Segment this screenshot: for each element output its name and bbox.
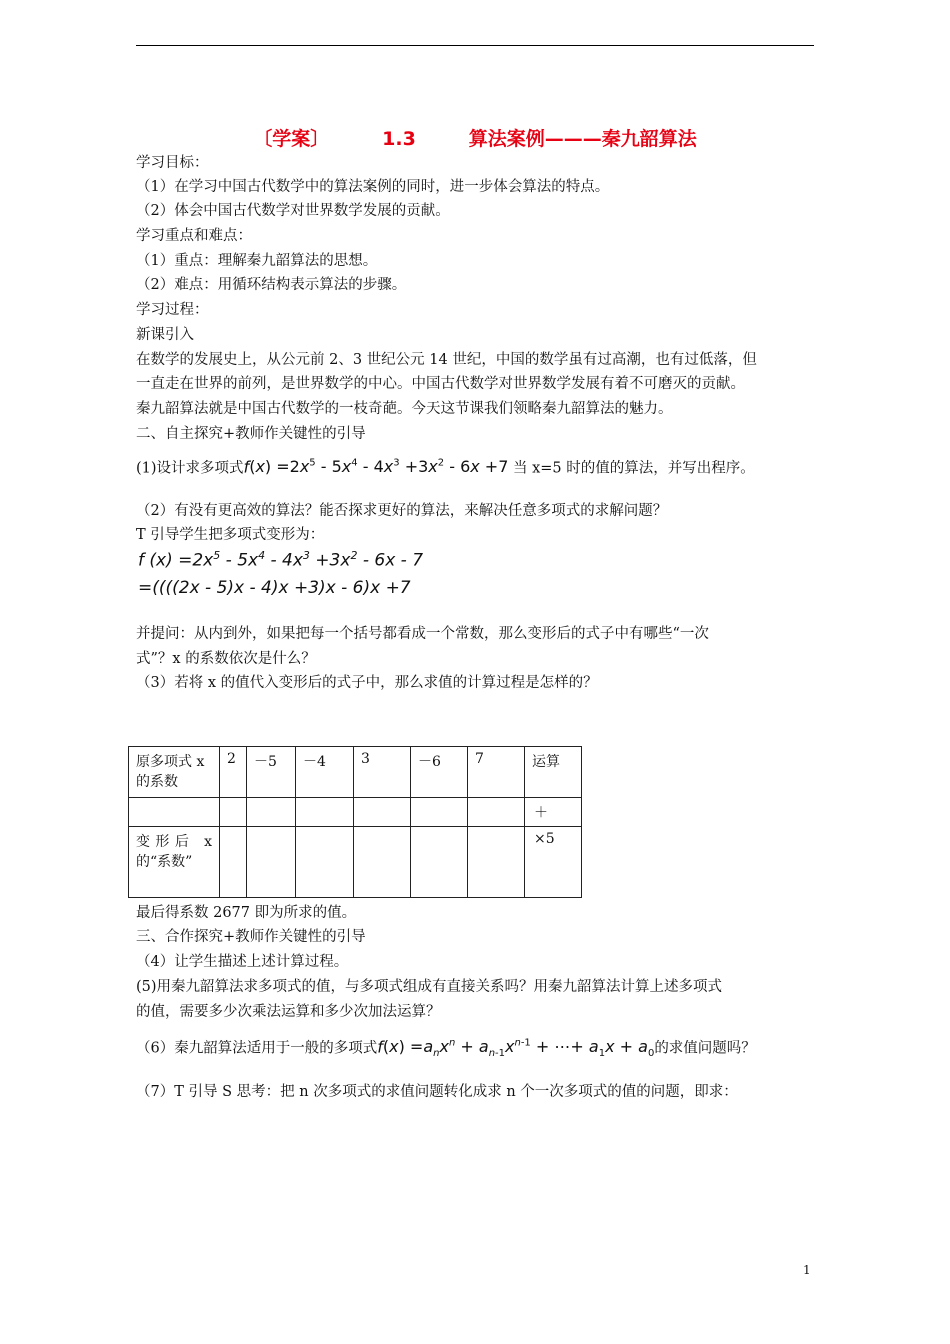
question-1-prefix: (1)设计求多项式 <box>136 460 244 477</box>
empty-cell <box>247 827 296 898</box>
section-3-heading: 三、合作探究+教师作关键性的引导 <box>136 929 366 945</box>
goal-1: （1）在学习中国古代数学中的算法案例的同时，进一步体会算法的特点。 <box>136 179 610 195</box>
empty-cell <box>411 798 468 827</box>
header-rule <box>136 45 814 46</box>
guide-line: T 引导学生把多项式变形为： <box>136 527 325 543</box>
empty-cell <box>296 798 354 827</box>
ask-line-2: 式”？x 的系数依次是什么？ <box>136 651 316 667</box>
coef-cell: －6 <box>411 747 468 798</box>
empty-cell <box>354 798 411 827</box>
question-5-line-1: (5)用秦九韶算法求多项式的值，与多项式组成有直接关系吗？用秦九韶算法计算上述多项式 <box>136 979 723 995</box>
intro-line-3: 秦九韶算法就是中国古代数学的一枝奇葩。今天这节课我们领略秦九韶算法的魅力。 <box>136 401 673 417</box>
coef-cell: －4 <box>296 747 354 798</box>
general-polynomial-body: $(x) =a_nx^n + a_{n-1}x^{n-1}$ + ⋯+ $a_1x + a_0$ <box>382 1037 655 1060</box>
question-5-line-2: 的值，需要多少次乘法运算和多少次加法运算？ <box>136 1004 441 1020</box>
question-3: （3）若将 x 的值代入变形后的式子中，那么求值的计算过程是怎样的？ <box>136 675 598 691</box>
table-row <box>129 827 582 898</box>
op-times: ×5 <box>525 827 582 898</box>
empty-cell <box>411 827 468 898</box>
table-row <box>129 747 582 798</box>
empty-cell <box>468 798 525 827</box>
row-header-transformed: 变形后 x 的“系数” <box>129 827 220 898</box>
intro-line-1: 在数学的发展史上，从公元前 2、3 世纪公元 14 世纪，中国的数学虽有过高潮，也有过低落，但 <box>136 352 757 368</box>
question-4: （4）让学生描述上述计算过程。 <box>136 954 349 970</box>
question-2: （2）有没有更高效的算法？能否探求更好的算法，来解决任意多项式的求解问题？ <box>136 503 668 519</box>
general-polynomial-formula: f <box>377 1037 383 1057</box>
goals-heading: 学习目标： <box>136 155 209 171</box>
polynomial-formula: f <box>243 457 250 477</box>
question-6 <box>136 1034 756 1065</box>
coef-cell: 3 <box>354 747 411 798</box>
question-6-prefix: （6）秦九韶算法适用于一般的多项式 <box>136 1040 378 1057</box>
polynomial-formula-body: $(x) =2x^5 - 5x^4 - 4x^3 +3x^2 - 6x +7$ <box>249 457 509 477</box>
coef-cell: 7 <box>468 747 525 798</box>
question-7: （7）T 引导 S 思考：把 n 次多项式的求值问题转化成求 n 个一次多项式的值的问题，即求： <box>136 1084 738 1100</box>
coefficient-table <box>128 746 582 898</box>
ask-line-1: 并提问：从内到外，如果把每一个括号都看成一个常数，那么变形后的式子中有哪些“一次 <box>136 626 709 642</box>
question-6-suffix: 的求值问题吗？ <box>654 1040 756 1057</box>
page-title: 〔学案〕 1.3 算法案例———秦九韶算法 <box>253 128 697 150</box>
transformed-formula-line-1: f $(x) =2x^5 - 5x^4 - 4x^3 +3x^2 - 6x - 7$ <box>138 549 424 571</box>
empty-cell <box>296 827 354 898</box>
key-heading: 学习重点和难点： <box>136 228 252 244</box>
empty-cell <box>129 798 220 827</box>
question-1 <box>136 454 755 478</box>
intro-line-2: 一直走在世界的前列，是世界数学的中心。中国古代数学对世界数学发展有着不可磨灭的贡献。 <box>136 376 745 392</box>
goal-2: （2）体会中国古代数学对世界数学发展的贡献。 <box>136 203 450 219</box>
row-header-original: 原多项式 x 的系数 <box>129 747 220 798</box>
transformed-formula-line-2: =((((2x - 5)x - 4)x +3)x - 6)x +7 <box>138 578 411 598</box>
result-line: 最后得系数 2677 即为所求的值。 <box>136 905 357 921</box>
empty-cell <box>220 798 247 827</box>
op-header: 运算 <box>525 747 582 798</box>
empty-cell <box>468 827 525 898</box>
empty-cell <box>220 827 247 898</box>
table-row <box>129 798 582 827</box>
question-1-suffix: 当 x=5 时的值的算法，并写出程序。 <box>513 460 755 477</box>
page-number: 1 <box>803 1263 811 1277</box>
process-heading: 学习过程： <box>136 302 209 318</box>
empty-cell <box>354 827 411 898</box>
key-point-2: （2）难点：用循环结构表示算法的步骤。 <box>136 277 407 293</box>
key-point-1: （1）重点：理解秦九韶算法的思想。 <box>136 253 378 269</box>
op-plus: ＋ <box>525 798 582 827</box>
section-2-heading: 二、自主探究+教师作关键性的引导 <box>136 426 366 442</box>
intro-heading: 新课引入 <box>136 327 194 343</box>
coef-cell: 2 <box>220 747 247 798</box>
empty-cell <box>247 798 296 827</box>
coef-cell: －5 <box>247 747 296 798</box>
